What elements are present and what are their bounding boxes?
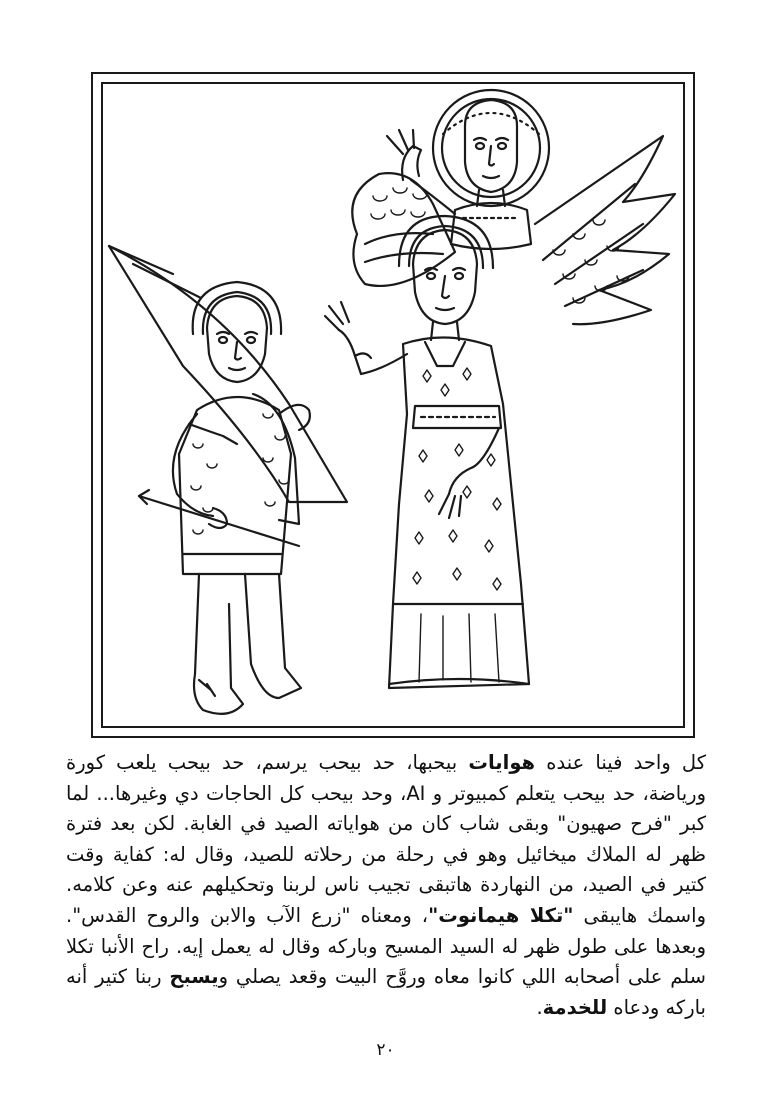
page-number: ٢٠	[376, 1040, 395, 1060]
story-keyword-takla-haymanot: "تكلا هيمانوت"	[428, 903, 574, 927]
story-segment: بيحبها، حد بيحب يرسم، حد بيحب يلعب كورة ورياضة، حد بيحب يتعلم كمبيوتر و AI، وحد بيحب كل الحاجات دي وغيرها... لما كبر "فرح صهيون" وبقى شاب كان من هواياته الصيد في الغابة. لكن بعد فترة ظهر له الملاك ميخائيل وهو في رحلة من رحلاته للصيد، وقال له: كفاية وقت كتير في الصيد، من النهاردة هاتبقى تجيب ناس لربنا وتحكيلهم عنه وعن كلامه. واسمك هايبقى	[66, 751, 706, 927]
back-angel-figure	[352, 90, 675, 324]
saints-illustration	[103, 84, 683, 726]
story-keyword-praise: يسبح	[169, 965, 219, 989]
archangel-figure	[325, 216, 529, 688]
story-keyword-service: للخدمة	[542, 995, 608, 1019]
story-keyword-hobbies: هوايات	[468, 751, 536, 774]
hunter-boy-figure	[109, 246, 347, 714]
story-segment: ، ومعناه "زرع الآب والابن والروح القدس". وبعدها على طول ظهر له السيد المسيح وباركه وقال له يعمل إيه. راح الأنبا تكلا سلم على أصحابه اللي كانوا معاه وروَّح البيت وقعد يصلي و	[66, 903, 706, 989]
story-segment: ربنا كتير أنه باركه ودعاه	[66, 965, 706, 1019]
story-paragraph	[66, 748, 706, 1023]
story-segment: كل واحد فينا عنده	[535, 751, 706, 774]
story-text	[66, 748, 706, 1023]
story-segment: .	[536, 995, 543, 1019]
